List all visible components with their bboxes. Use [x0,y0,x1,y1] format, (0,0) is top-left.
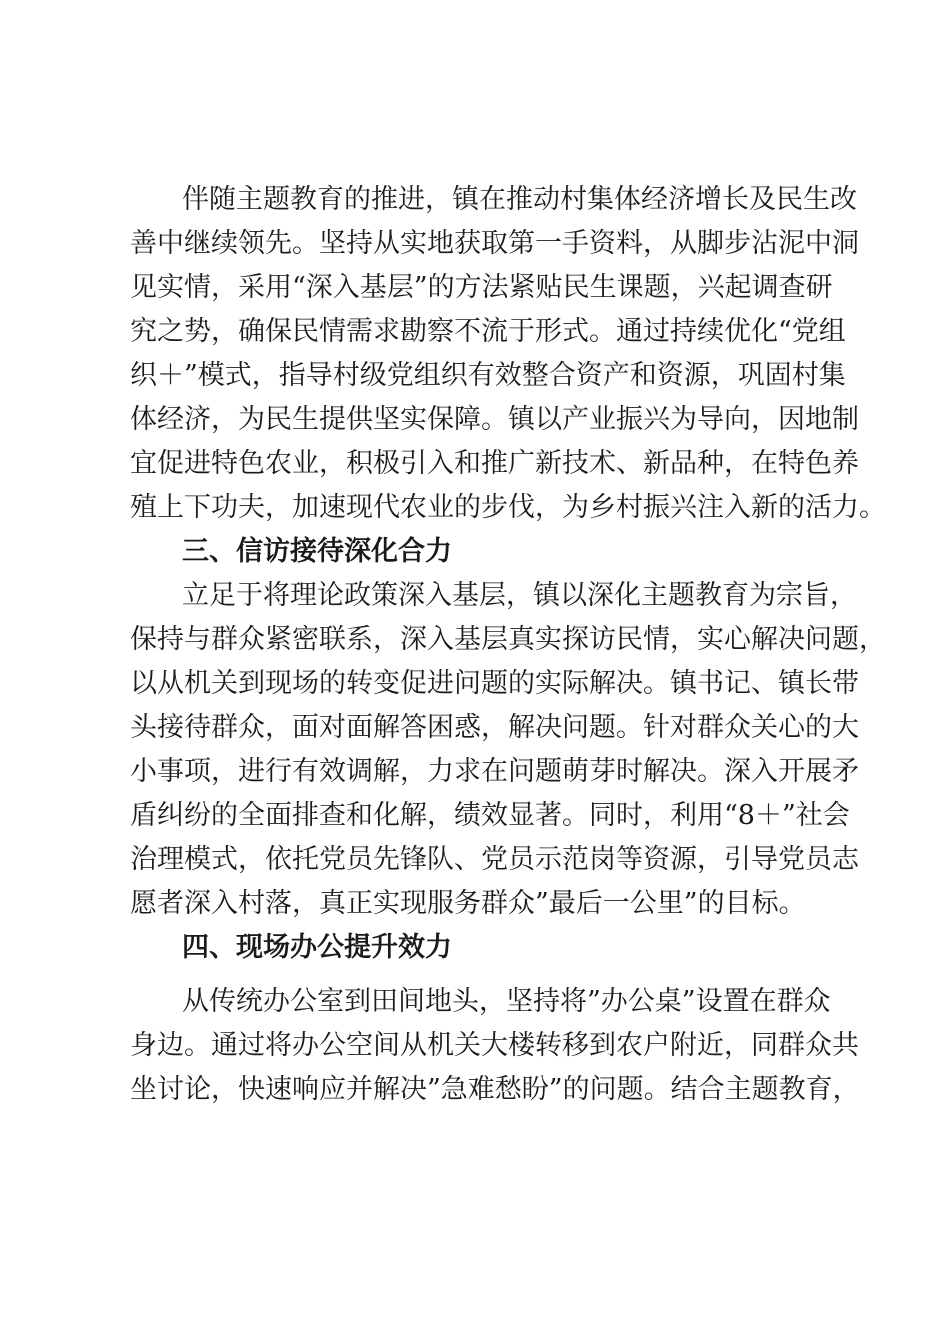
paragraph-line: 身边。通过将办公空间从机关大楼转移到农户附近，同群众共 [130,1030,859,1061]
paragraph-line: 以从机关到现场的转变促进问题的实际解决。镇书记、镇长带 [130,668,859,699]
paragraph-line: 从传统办公室到田间地头，坚持将”办公桌”设置在群众 [182,986,831,1017]
paragraph-line: 见实情，采用“深入基层”的方法紧贴民生课题，兴起调查研 [130,272,833,303]
paragraph-line: 治理模式，依托党员先锋队、党员示范岗等资源，引导党员志 [130,844,859,875]
paragraph-line: 盾纠纷的全面排查和化解，绩效显著。同时，利用“8＋”社会 [130,800,850,831]
paragraph-line: 殖上下功夫，加速现代农业的步伐，为乡村振兴注入新的活力。 [130,492,886,523]
paragraph-line: 保持与群众紧密联系，深入基层真实探访民情，实心解决问题， [130,624,886,655]
paragraph-line: 伴随主题教育的推进，镇在推动村集体经济增长及民生改 [182,184,857,215]
paragraph-line: 立足于将理论政策深入基层，镇以深化主题教育为宗旨， [182,580,857,611]
paragraph-line: 体经济，为民生提供坚实保障。镇以产业振兴为导向，因地制 [130,404,859,435]
paragraph-line: 究之势，确保民情需求勘察不流于形式。通过持续优化“党组 [130,316,846,347]
section-heading: 三、信访接待深化合力 [182,536,452,567]
paragraph-line: 头接待群众，面对面解答困惑，解决问题。针对群众关心的大 [130,712,859,743]
section-heading: 四、现场办公提升效力 [182,932,452,963]
paragraph-line: 坐讨论，快速响应并解决”急难愁盼”的问题。结合主题教育， [130,1074,860,1105]
paragraph-line: 愿者深入村落，真正实现服务群众”最后一公里”的目标。 [130,888,806,919]
paragraph-line: 善中继续领先。坚持从实地获取第一手资料，从脚步沾泥中洞 [130,228,859,259]
paragraph-line: 织＋”模式，指导村级党组织有效整合资产和资源，巩固村集 [130,360,846,391]
paragraph-line: 宜促进特色农业，积极引入和推广新技术、新品种，在特色养 [130,448,859,479]
paragraph-line: 小事项，进行有效调解，力求在问题萌芽时解决。深入开展矛 [130,756,859,787]
